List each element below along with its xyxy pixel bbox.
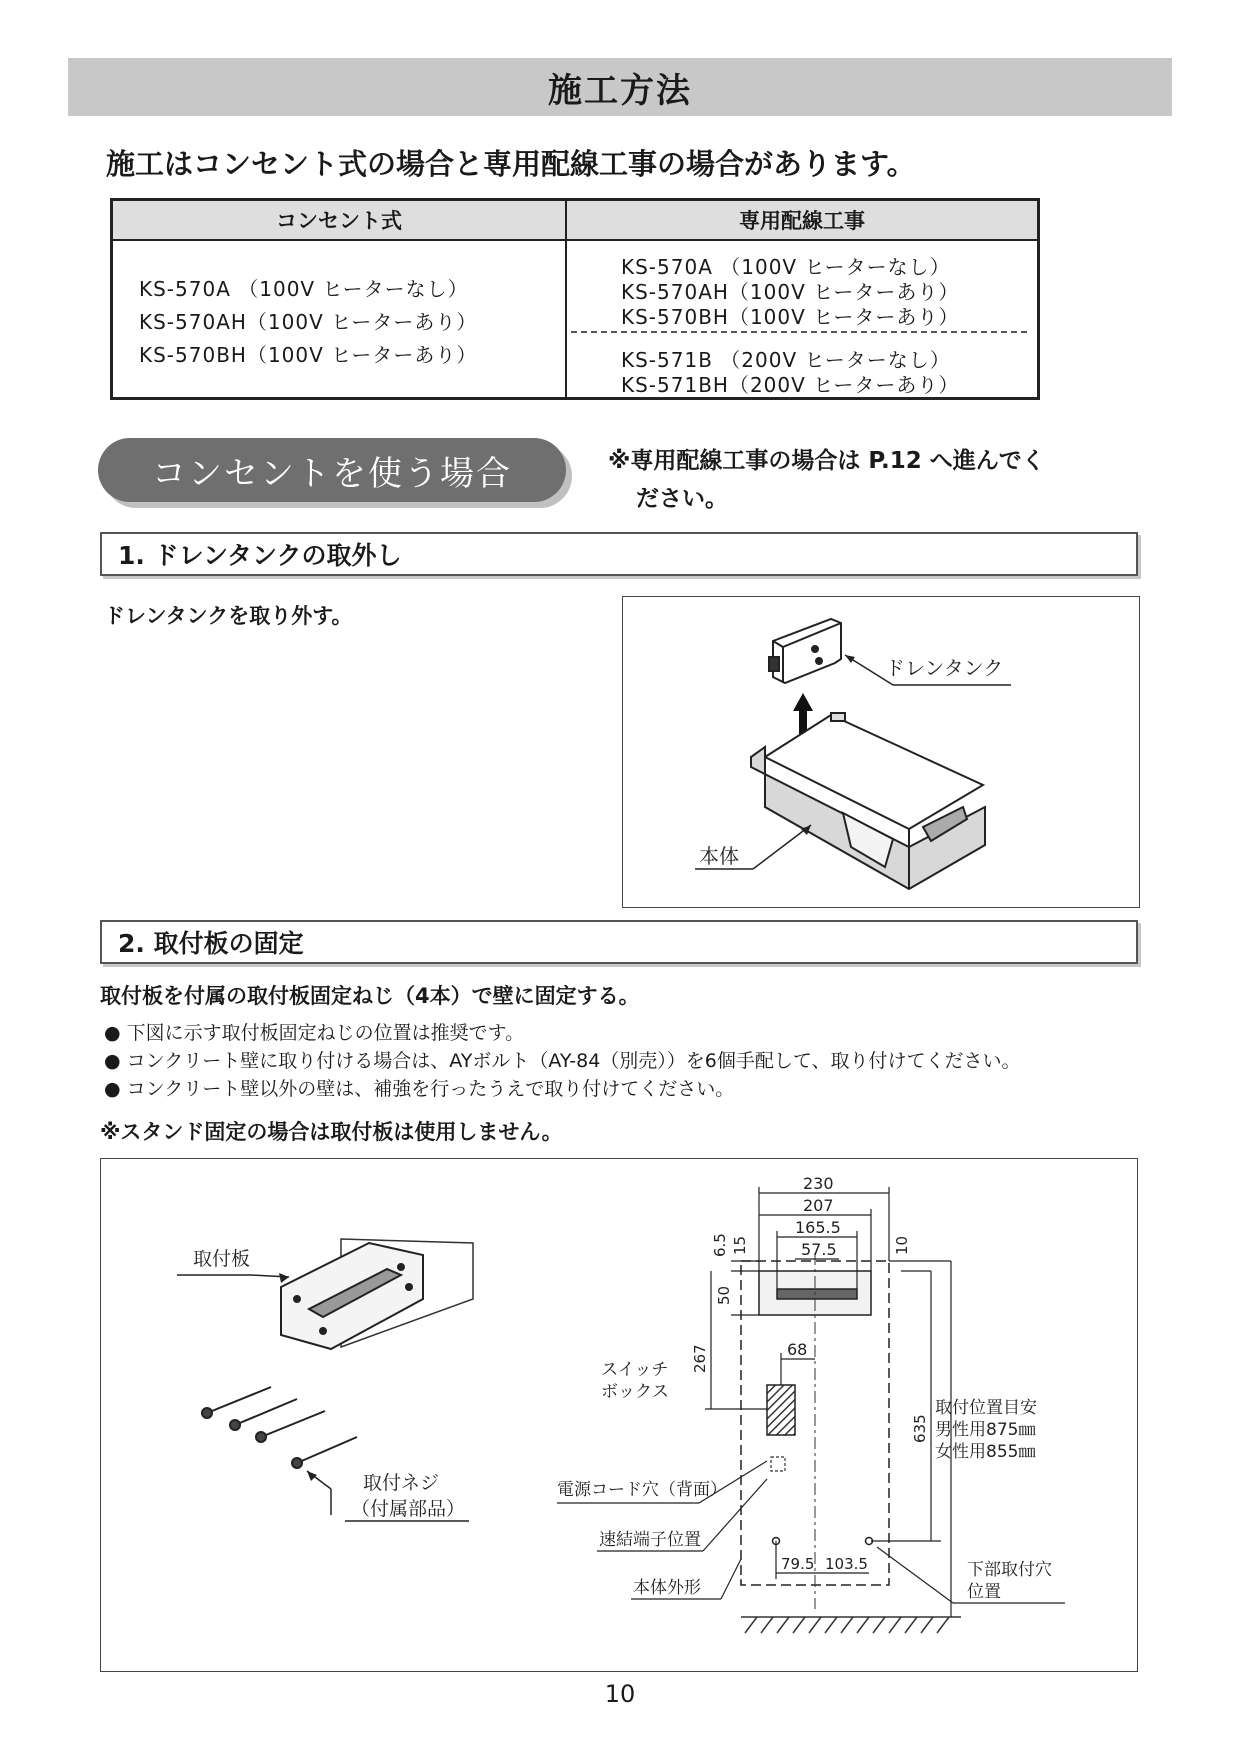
- switch-box-label-1: スイッチ: [601, 1360, 669, 1380]
- dim-50: 50: [715, 1285, 733, 1305]
- dim-15: 15: [731, 1235, 749, 1255]
- page-number: 10: [604, 1680, 636, 1708]
- header-wiring: 専用配線工事: [567, 201, 1037, 241]
- dim-57-5: 57.5: [801, 1240, 837, 1259]
- outlet-section-pill: コンセントを使う場合: [98, 438, 566, 502]
- dim-207: 207: [803, 1196, 834, 1215]
- outlet-note-line1: ※専用配線工事の場合は P.12 へ進んでく: [608, 448, 1045, 474]
- wiring-model: KS-571B （200V ヒーターなし）: [621, 348, 951, 372]
- dim-165-5: 165.5: [795, 1218, 841, 1237]
- dim-103-5: 103.5: [825, 1555, 868, 1573]
- step1-heading: 1. ドレンタンクの取外し: [100, 532, 1138, 576]
- outlet-note-line2: ださい。: [636, 486, 728, 512]
- wiring-model: KS-570BH（100V ヒーターあり）: [621, 305, 960, 329]
- plate-label: 取付板: [193, 1248, 251, 1270]
- drain-tank-label: ドレンタンク: [885, 656, 1004, 680]
- header-outlet: コンセント式: [113, 201, 565, 241]
- wiring-model: KS-570AH（100V ヒーターあり）: [621, 280, 960, 304]
- lower-hole-label-2: 位置: [967, 1582, 1001, 1602]
- wiring-model: KS-570A （100V ヒーターなし）: [621, 255, 951, 279]
- mount-guide-label-2: 男性用875㎜: [935, 1420, 1036, 1440]
- outlet-model: KS-570A （100V ヒーターなし）: [139, 277, 469, 301]
- main-body-shape: [751, 713, 985, 889]
- step2-instruction: 取付板を付属の取付板固定ねじ（4本）で壁に固定する。: [100, 984, 640, 1008]
- outlet-model: KS-570BH（100V ヒーターあり）: [139, 343, 478, 367]
- mounting-screws: [202, 1387, 357, 1468]
- step1-instruction: ドレンタンクを取り外す。: [104, 604, 353, 628]
- drain-tank-illustration: [623, 597, 1141, 909]
- power-cord-hole: [771, 1457, 785, 1471]
- stand-note: ※スタンド固定の場合は取付板は使用しません。: [100, 1120, 563, 1144]
- mounting-plate-illustration: [101, 1159, 1139, 1673]
- page-title: 施工方法: [68, 58, 1172, 116]
- dim-6-5: 6.5: [711, 1233, 729, 1257]
- floor-hatch: [741, 1617, 961, 1633]
- switch-box: [767, 1385, 795, 1435]
- outlet-model: KS-570AH（100V ヒーターあり）: [139, 310, 478, 334]
- wiring-model: KS-571BH（200V ヒーターあり）: [621, 373, 960, 397]
- mount-guide-label-3: 女性用855㎜: [935, 1442, 1036, 1462]
- mounting-plate-figure: [100, 1158, 1138, 1672]
- column-divider: [565, 201, 567, 397]
- drain-tank-figure: [622, 596, 1140, 908]
- mount-guide-label-1: 取付位置目安: [935, 1398, 1037, 1418]
- step2-bullet: ● コンクリート壁以外の壁は、補強を行ったうえで取り付けてください。: [104, 1078, 735, 1100]
- dim-79-5: 79.5: [781, 1555, 815, 1573]
- step2-bullet: ● 下図に示す取付板固定ねじの位置は推奨です。: [104, 1022, 525, 1044]
- dim-635: 635: [911, 1414, 929, 1443]
- power-cord-hole-label: 電源コード穴（背面）: [557, 1480, 727, 1500]
- dashed-divider: [571, 331, 1027, 333]
- step2-bullet: ● コンクリート壁に取り付ける場合は、AYボルト（AY-84（別売））を6個手配して、取り付けてください。: [104, 1050, 1021, 1072]
- dim-68: 68: [787, 1340, 808, 1359]
- switch-box-label-2: ボックス: [601, 1382, 669, 1402]
- screw-label-1: 取付ネジ: [363, 1472, 440, 1494]
- dim-10: 10: [893, 1235, 911, 1255]
- lower-hole-label-1: 下部取付穴: [967, 1560, 1052, 1580]
- intro-text: 施工はコンセント式の場合と専用配線工事の場合があります。: [106, 147, 916, 181]
- screw-label-2: （付属部品）: [351, 1498, 466, 1520]
- dim-267: 267: [691, 1344, 709, 1373]
- model-table: [110, 198, 1040, 400]
- terminal-position-label: 速結端子位置: [599, 1530, 701, 1550]
- step2-heading: 2. 取付板の固定: [100, 920, 1138, 964]
- mounting-plate-shape: [281, 1243, 423, 1349]
- body-outline-label: 本体外形: [633, 1578, 701, 1598]
- dim-230: 230: [803, 1174, 834, 1193]
- body-label: 本体: [699, 844, 739, 868]
- body-leader: [753, 825, 811, 869]
- drain-tank-shape: [769, 619, 841, 683]
